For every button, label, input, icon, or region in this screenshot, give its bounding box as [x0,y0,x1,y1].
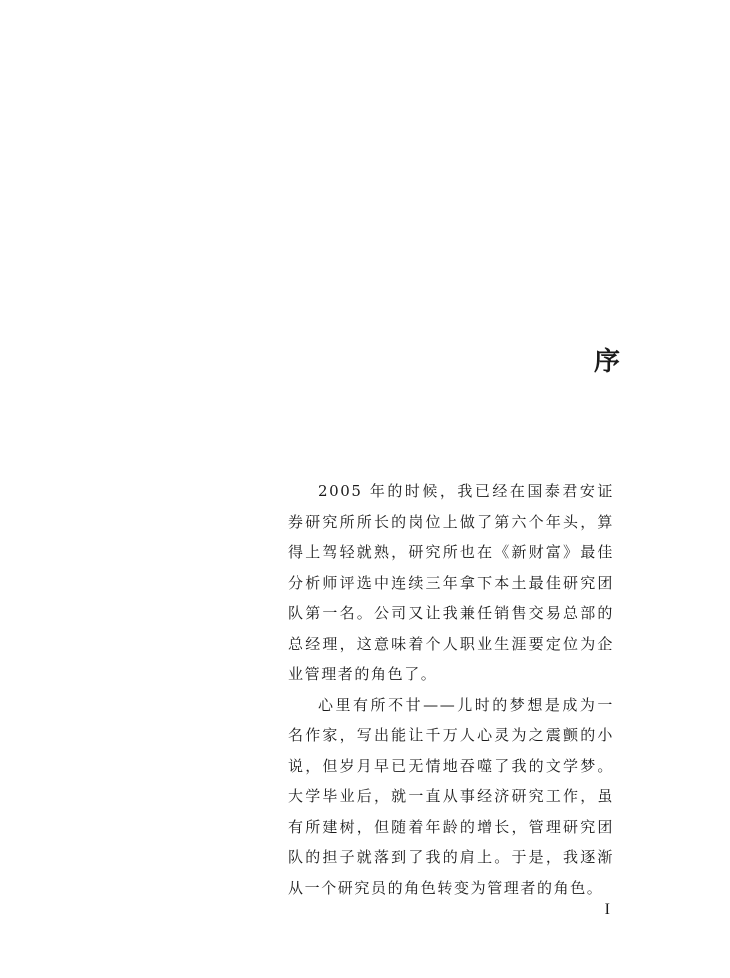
body-text [288,476,614,903]
paragraph-1: 2005 年的时候，我已经在国泰君安证券研究所所长的岗位上做了第六个年头，算得上驾轻就熟，研究所也在《新财富》最佳分析师评选中连续三年拿下本土最佳研究团队第一名。公司又让我兼任销售交易总部的总经理，这意味着个人职业生涯要定位为企业管理者的角色了。 [288,482,614,683]
paragraph-2: 心里有所不甘——儿时的梦想是成为一名作家，写出能让千万人心灵为之震颤的小说，但岁月早已无情地吞噬了我的文学梦。大学毕业后，就一直从事经济研究工作，虽有所建树，但随着年龄的增长，管理研究团队的担子就落到了我的肩上。于是，我逐渐从一个研究员的角色转变为管理者的角色。 [288,695,614,897]
page-number: I [604,901,610,918]
page-title: 序 [593,347,620,377]
